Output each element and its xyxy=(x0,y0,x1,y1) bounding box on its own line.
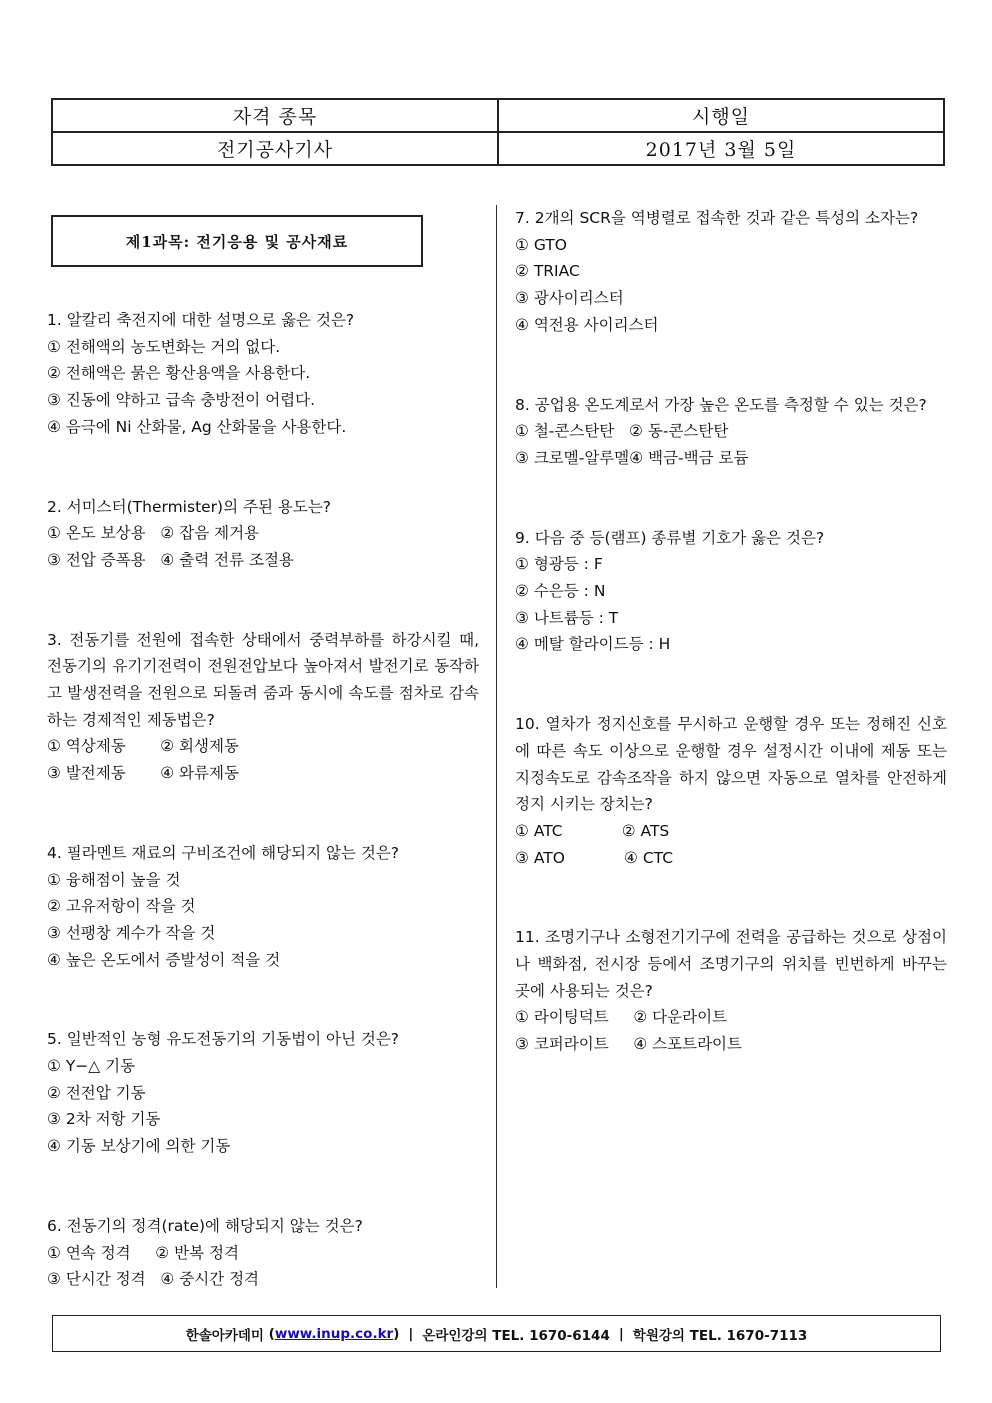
left-column xyxy=(47,307,479,1293)
question-block xyxy=(47,1213,479,1293)
question-stem: 5. 일반적인 농형 유도전동기의 기동법이 아닌 것은? xyxy=(47,1030,400,1049)
exam-info-table xyxy=(51,98,945,166)
answer-option: ③ 크로멜-알루멜④ 백금-백금 로듐 xyxy=(515,448,749,467)
question-block xyxy=(515,525,947,659)
question-block xyxy=(47,494,479,574)
question-stem: 6. 전동기의 정격(rate)에 해당되지 않는 것은? xyxy=(47,1216,363,1235)
question-stem: 4. 필라멘트 재료의 구비조건에 해당되지 않는 것은? xyxy=(47,843,400,862)
answer-option: ③ 진동에 약하고 급속 충방전이 어렵다. xyxy=(47,391,316,410)
question-gap xyxy=(47,574,479,627)
answer-option: ③ 2차 저항 기동 xyxy=(47,1110,161,1129)
answer-option: ① ATC ② ATS xyxy=(515,821,670,840)
header-exam-date-value: 2017년 3월 5일 xyxy=(498,132,944,165)
answer-option: ③ 발전제동 ④ 와류제동 xyxy=(47,764,239,783)
footer-separator: | xyxy=(408,1325,414,1342)
column-divider xyxy=(496,205,497,1288)
answer-option: ④ 음극에 Ni 산화물, Ag 산화물을 사용한다. xyxy=(47,417,347,436)
question-block xyxy=(47,1026,479,1160)
answer-option: ③ 나트륨등 : T xyxy=(515,608,619,627)
question-stem: 11. 조명기구나 소형전기기구에 전력을 공급하는 것으로 상점이나 백화점, 전시장 등에서 조명기구의 위치를 빈번하게 바꾸는 곳에 사용되는 것은? xyxy=(515,928,947,1000)
question-block xyxy=(47,840,479,974)
question-block xyxy=(515,205,947,339)
answer-option: ③ 선팽창 계수가 작을 것 xyxy=(47,923,216,942)
question-stem: 9. 다음 중 등(램프) 종류별 기호가 옳은 것은? xyxy=(515,528,825,547)
answer-option: ③ 광사이리스터 xyxy=(515,289,624,308)
answer-option: ② 고유저항이 작을 것 xyxy=(47,897,196,916)
question-gap xyxy=(47,973,479,1026)
footer-bar: 한솔아카데미 ( www.inup.co.kr ) | 온라인강의 TEL. 1670-6144 | 학원강의 TEL. 1670-7113 xyxy=(52,1315,941,1352)
answer-option: ① 역상제동 ② 회생제동 xyxy=(47,737,239,756)
answer-option: ④ 기동 보상기에 의한 기동 xyxy=(47,1137,231,1156)
answer-option: ② TRIAC xyxy=(515,262,580,281)
question-block xyxy=(47,627,479,787)
answer-option: ① Y−△ 기동 xyxy=(47,1057,136,1076)
question-gap xyxy=(515,871,947,924)
footer-url-link[interactable]: www.inup.co.kr xyxy=(274,1325,394,1342)
question-stem: 2. 서미스터(Thermister)의 주된 용도는? xyxy=(47,497,332,516)
answer-option: ① 융해점이 높을 것 xyxy=(47,870,181,889)
answer-option: ① 철-콘스탄탄 ② 동-콘스탄탄 xyxy=(515,422,729,441)
header-exam-date-label: 시행일 xyxy=(498,99,944,132)
question-gap xyxy=(515,339,947,392)
question-stem: 8. 공업용 온도계로서 가장 높은 온도를 측정할 수 있는 것은? xyxy=(515,395,927,414)
answer-option: ③ 단시간 정격 ④ 중시간 정격 xyxy=(47,1270,260,1289)
question-stem: 10. 열차가 정지신호를 무시하고 운행할 경우 또는 정해진 신호에 따른 속도 이상으로 운행할 경우 설정시간 이내에 제동 또는 지정속도로 감속조작을 하지 않으면 자동으로 열차를 안전하게 정지 시키는 장치는? xyxy=(515,715,947,814)
answer-option: ① 라이팅덕트 ② 다운라이트 xyxy=(515,1008,728,1027)
answer-option: ③ 코퍼라이트 ④ 스포트라이트 xyxy=(515,1035,742,1054)
answer-option: ① 형광등 : F xyxy=(515,555,603,574)
question-block xyxy=(47,307,479,441)
subject-title: 제1과목: 전기응용 및 공사재료 xyxy=(51,215,423,267)
right-column xyxy=(515,205,947,1058)
answer-option: ① 전해액의 농도변화는 거의 없다. xyxy=(47,337,281,356)
answer-option: ① GTO xyxy=(515,235,567,254)
question-gap xyxy=(47,441,479,494)
question-block xyxy=(515,392,947,472)
answer-option: ② 수은등 : N xyxy=(515,582,606,601)
answer-option: ① 온도 보상용 ② 잡음 제거용 xyxy=(47,524,260,543)
footer-academy: 한솔아카데미 xyxy=(185,1327,264,1344)
answer-option: ③ 전압 증폭용 ④ 출력 전류 조절용 xyxy=(47,550,294,569)
question-block xyxy=(515,924,947,1058)
header-qualification-label: 자격 종목 xyxy=(52,99,498,132)
answer-option: ④ 메탈 할라이드등 : H xyxy=(515,635,671,654)
answer-option: ④ 높은 온도에서 증발성이 적을 것 xyxy=(47,950,281,969)
answer-option: ① 연속 정격 ② 반복 정격 xyxy=(47,1243,239,1262)
question-stem: 3. 전동기를 전원에 접속한 상태에서 중력부하를 하강시킬 때, 전동기의 유기기전력이 전원전압보다 높아져서 발전기로 동작하고 발생전력을 전원으로 되돌려 줌과 동시에 속도를 점차로 감속하는 경제적인 제동법은? xyxy=(47,630,479,729)
question-gap xyxy=(47,787,479,840)
answer-option: ③ ATO ④ CTC xyxy=(515,848,674,867)
question-gap xyxy=(47,1160,479,1213)
footer-online-tel: 온라인강의 TEL. 1670-6144 xyxy=(422,1327,610,1344)
footer-separator: | xyxy=(618,1325,624,1342)
header-qualification-value: 전기공사기사 xyxy=(52,132,498,165)
footer-offline-tel: 학원강의 TEL. 1670-7113 xyxy=(632,1327,808,1344)
answer-option: ② 전전압 기동 xyxy=(47,1083,146,1102)
question-block xyxy=(515,711,947,871)
question-gap xyxy=(515,658,947,711)
question-stem: 7. 2개의 SCR을 역병렬로 접속한 것과 같은 특성의 소자는? xyxy=(515,209,919,227)
answer-option: ② 전해액은 묽은 황산용액을 사용한다. xyxy=(47,364,311,383)
question-gap xyxy=(515,472,947,525)
question-stem: 1. 알칼리 축전지에 대한 설명으로 옳은 것은? xyxy=(47,311,355,329)
answer-option: ④ 역전용 사이리스터 xyxy=(515,315,659,334)
